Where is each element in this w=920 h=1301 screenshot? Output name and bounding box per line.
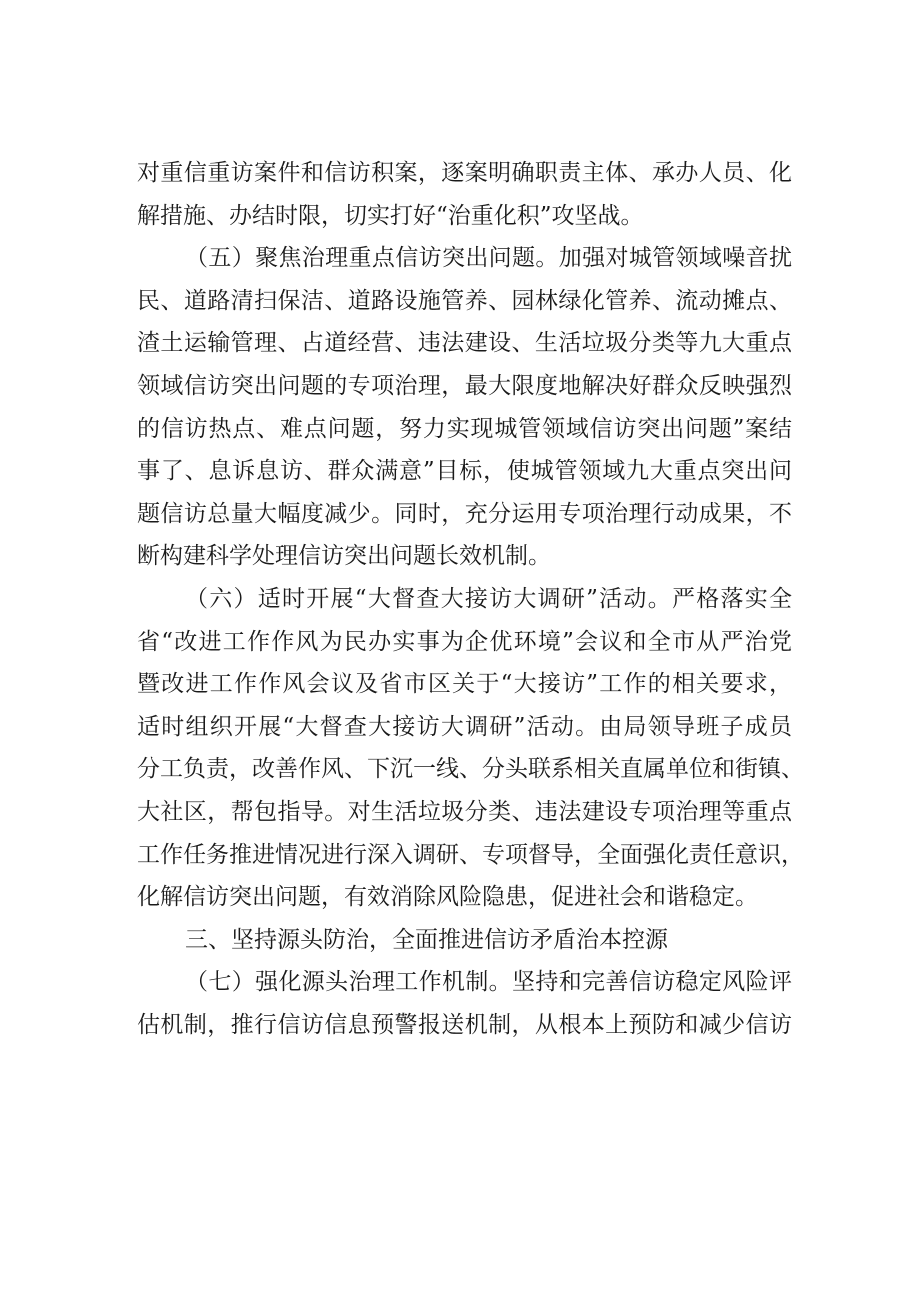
text-line: （七）强化源头治理工作机制。坚持和完善信访稳定风险评: [185, 969, 792, 996]
text-line: 领域信访突出问题的专项治理，最大限度地解决好群众反映强烈: [137, 372, 792, 399]
text-line: 大社区，帮包指导。对生活垃圾分类、违法建设专项治理等重点: [137, 798, 792, 825]
text-line: 的信访热点、难点问题，努力实现城管领域信访突出问题”案结: [137, 415, 792, 442]
text-line: 工作任务推进情况进行深入调研、专项督导，全面强化责任意识，: [137, 841, 804, 868]
document-body: [137, 152, 804, 1046]
text-line: （六）适时开展“大督查大接访大调研”活动。严格落实全: [185, 585, 792, 612]
text-line: 对重信重访案件和信访积案，逐案明确职责主体、承办人员、化: [137, 160, 792, 186]
text-line: 题信访总量大幅度减少。同时，充分运用专项治理行动成果，不: [137, 500, 792, 527]
section-heading: 三、坚持源头防治，全面推进信访矛盾治本控源: [185, 926, 668, 953]
paragraph-item-7: [137, 961, 792, 1046]
text-line: 事了、息诉息访、群众满意”目标，使城管领域九大重点突出问: [137, 458, 792, 485]
paragraph-item-5: [137, 237, 792, 578]
text-line: 分工负责，改善作风、下沉一线、分头联系相关直属单位和街镇、: [137, 756, 804, 783]
text-line: 解措施、办结时限，切实打好“治重化积”攻坚战。: [137, 202, 644, 229]
text-line: 民、道路清扫保洁、道路设施管养、园林绿化管养、流动摊点、: [137, 287, 792, 314]
paragraph-item-6: [137, 578, 804, 919]
paragraph-continuation: [137, 152, 792, 237]
section-heading-3: [137, 919, 792, 962]
text-line: 断构建科学处理信访突出问题长效机制。: [137, 543, 551, 570]
text-line: 省“改进工作作风为民办实事为企优环境”会议和全市从严治党: [137, 628, 792, 655]
text-line: 暨改进工作作风会议及省市区关于“大接访”工作的相关要求，: [137, 671, 792, 698]
text-line: 化解信访突出问题，有效消除风险隐患，促进社会和谐稳定。: [137, 884, 758, 911]
text-line: （五）聚焦治理重点信访突出问题。加强对城管领域噪音扰: [185, 245, 792, 272]
text-line: 渣土运输管理、占道经营、违法建设、生活垃圾分类等九大重点: [137, 330, 792, 357]
text-line: 估机制，推行信访信息预警报送机制，从根本上预防和减少信访: [137, 1011, 792, 1038]
text-line: 适时组织开展“大督查大接访大调研”活动。由局领导班子成员: [137, 713, 792, 740]
